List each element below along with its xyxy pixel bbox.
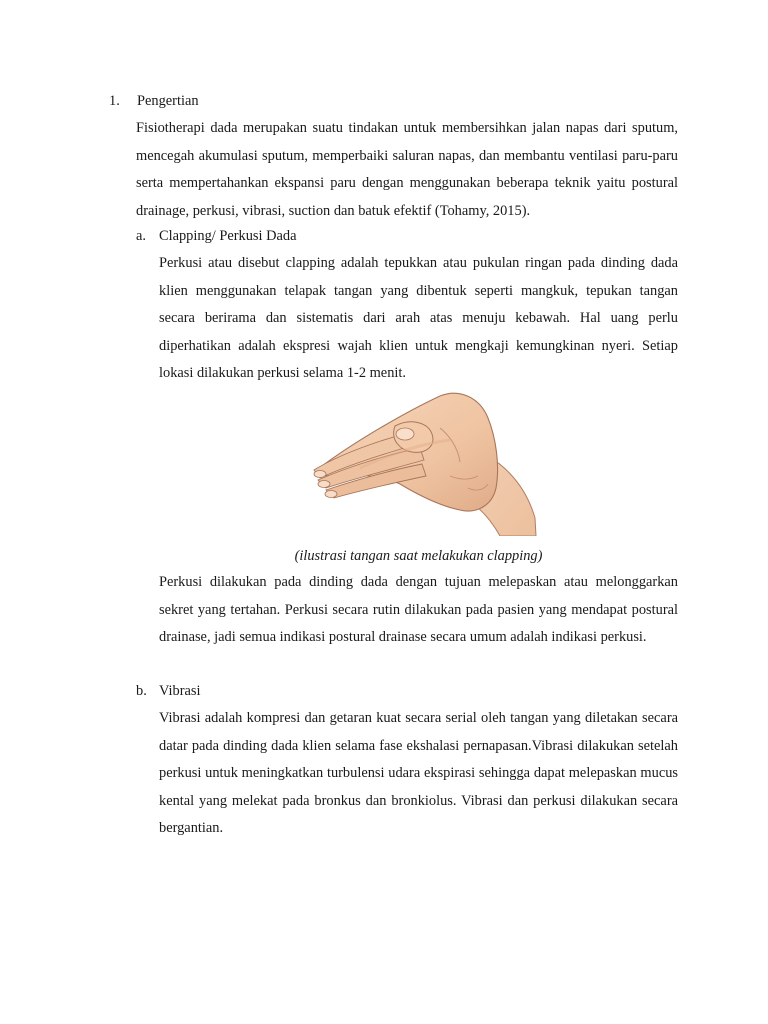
subsection-a-title: Clapping/ Perkusi Dada <box>159 228 297 244</box>
clapping-hand-illustration <box>300 388 540 536</box>
subsection-b-heading <box>136 681 201 701</box>
figure-caption: (ilustrasi tangan saat melakukan clapping) <box>294 548 543 564</box>
section-title: Pengertian <box>137 93 199 109</box>
subsection-a-letter: a. <box>136 228 146 244</box>
clapping-paragraph-1: Perkusi atau disebut clapping adalah tepukkan atau pukulan ringan pada dinding dada klien menggunakan telapak tangan yang dibentuk seperti mangkuk, tepukan tangan secara berirama dan sistematis dari arah atas menuju kebawah. Hal uang perlu diperhatikan adalah ekspresi wajah klien untuk mengkaji kemungkinan nyeri. Setiap lokasi dilakukan perkusi selama 1-2 menit. <box>159 255 678 382</box>
subsection-b-title: Vibrasi <box>159 683 201 699</box>
subsection-a-heading <box>136 226 297 246</box>
intro-paragraph: Fisiotherapi dada merupakan suatu tindakan untuk membersihkan jalan napas dari sputum, mencegah akumulasi sputum, memperbaiki saluran napas, dan membantu ventilasi paru-paru serta mempertahankan ekspansi paru dengan menggunakan beberapa teknik yaitu postural drainage, perkusi, vibrasi, suction dan batuk efektif (Tohamy, 2015). <box>136 120 678 219</box>
cupped-hand-drawing <box>300 388 540 536</box>
section-heading <box>109 91 199 111</box>
section-number: 1. <box>109 93 120 109</box>
subsection-b-letter: b. <box>136 683 147 699</box>
vibrasi-paragraph: Vibrasi adalah kompresi dan getaran kuat secara serial oleh tangan yang diletakan secara datar pada dinding dada klien selama fase ekshalasi pernapasan.Vibrasi dilakukan setelah perkusi untuk meningkatkan turbulensi udara ekspirasi sehingga dapat melepaskan mucus kental yang melekat pada bronkus dan bronkiolus. Vibrasi dan perkusi dilakukan secara bergantian. <box>159 710 678 837</box>
clapping-paragraph-2: Perkusi dilakukan pada dinding dada dengan tujuan melepaskan atau melonggarkan sekret yang tertahan. Perkusi secara rutin dilakukan pada pasien yang mendapat postural drainase, jadi semua indikasi postural drainase secara umum adalah indikasi perkusi. <box>159 574 678 646</box>
